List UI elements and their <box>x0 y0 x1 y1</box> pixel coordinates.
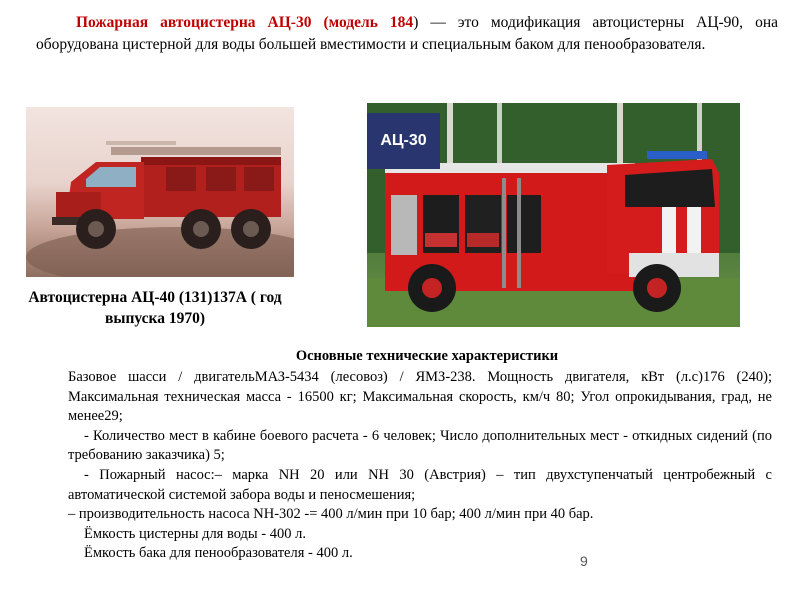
intro-text: ) — это модификация автоцистерны АЦ-90, она оборудована цистерной для воды большей вместимости и специальным баком для пенообразователя. <box>36 14 778 53</box>
intro-paragraph <box>36 12 778 56</box>
specs-block <box>68 368 772 564</box>
ac40-truck-illustration <box>26 107 294 277</box>
photo-ac30-truck <box>367 103 740 327</box>
ac30-sign: АЦ-30 <box>367 113 440 169</box>
page-number: 9 <box>580 553 588 569</box>
spec-line: Базовое шасси / двигательМАЗ-5434 (лесовоз) / ЯМЗ-238. Мощность двигателя, кВт (л.с)176 (240); Максимальная техническая масса - 16500 кг; Максимальная скорость, км/ч 80; Угол опрокидывания, град, не менее29; <box>68 369 772 425</box>
spec-line: – производительность насоса NH-302 -= 400 л/мин при 10 бар; 400 л/мин при 40 бар. <box>68 506 594 523</box>
spec-line: - Пожарный насос:– марка NH 20 или NH 30 (Австрия) – тип двухступенчатый центробежный с автоматической системой забора воды и пеносмешения; <box>68 466 772 503</box>
photo-ac40-truck <box>26 107 294 277</box>
intro-title: Пожарная автоцистерна АЦ-30 (модель 184 <box>76 14 414 31</box>
photo-left-caption: Автоцистерна АЦ-40 (131)137А ( год выпуска 1970) <box>28 289 282 327</box>
spec-line: Ёмкость цистерны для воды - 400 л. <box>84 525 306 542</box>
spec-line: - Количество мест в кабине боевого расчета - 6 человек; Число дополнительных мест - откидных сидений (по требованию заказчика) 5; <box>68 427 772 464</box>
specs-title: Основные технические характеристики <box>295 348 559 364</box>
spec-line: Ёмкость бака для пенообразователя - 400 л. <box>84 545 353 562</box>
